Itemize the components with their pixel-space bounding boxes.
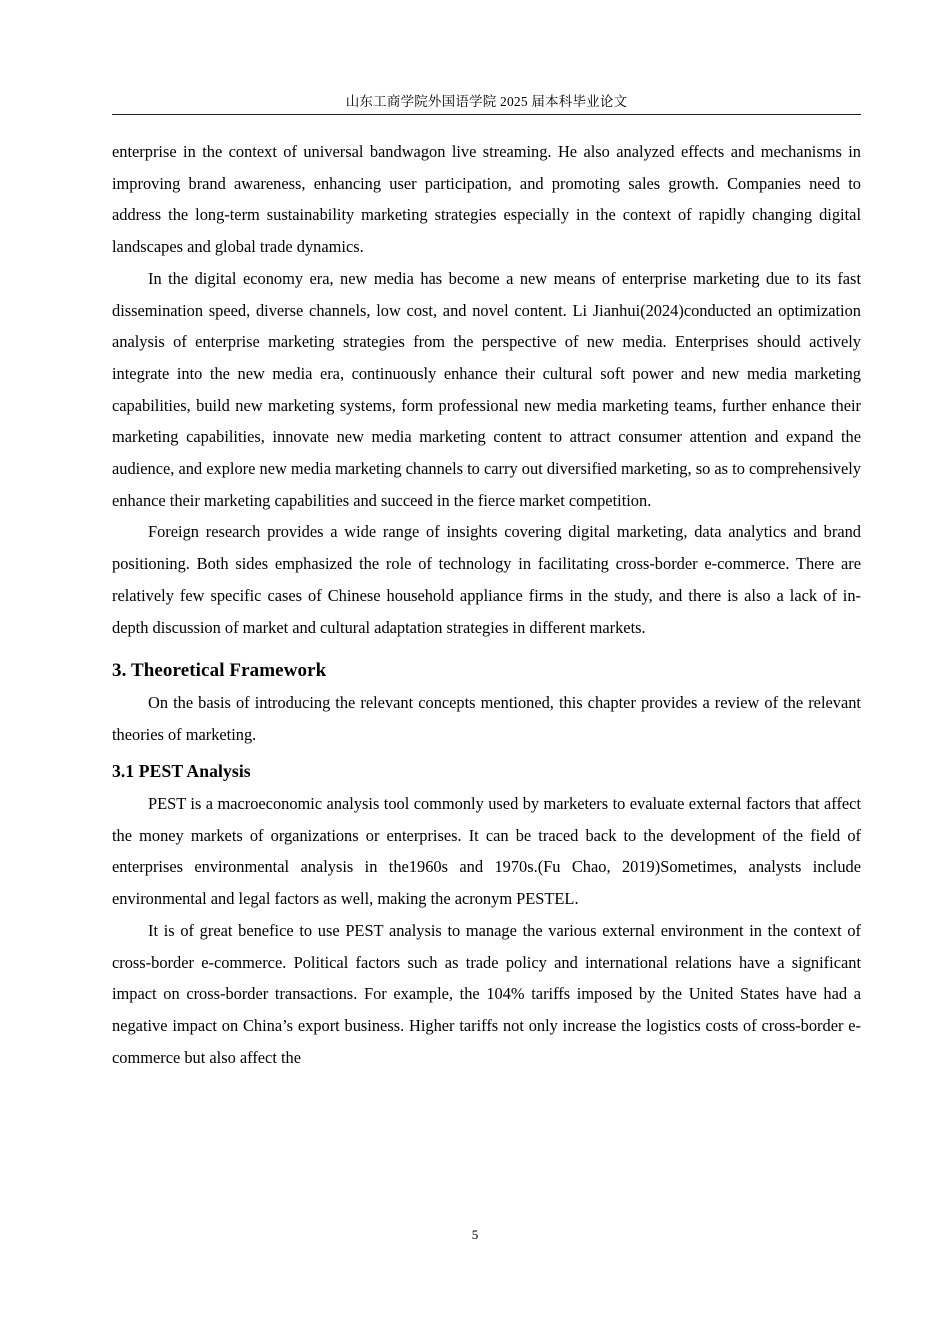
paragraph-foreign-research: Foreign research provides a wide range of insights covering digital marketing, data analytics and brand positioning. Both sides emphasized the role of technology in facilitating cross-border e-commerce. There are relatively few specific cases of Chinese household appliance firms in the study, and there is also a lack of in-depth discussion of market and cultural adaptation strategies in different markets. [112,522,861,637]
header-divider-rule [112,114,861,115]
document-body [112,136,861,1073]
paragraph-continuation: enterprise in the context of universal bandwagon live streaming. He also analyzed effects and mechanisms in improving brand awareness, enhancing user participation, and promoting sales growth. Companies need to address the long-term sustainability marketing strategies especially in the context of rapidly changing digital landscapes and global trade dynamics. [112,142,861,257]
paragraph-chapter-intro: On the basis of introducing the relevant concepts mentioned, this chapter provides a review of the relevant theories of marketing. [112,692,861,744]
running-header [112,92,861,115]
paragraph-digital-economy-era: In the digital economy era, new media has become a new means of enterprise marketing due to its fast dissemination speed, diverse channels, low cost, and novel content. Li Jianhui(2024)conducted an optimization analysis of enterprise marketing strategies from the perspective of new media. Enterprises should actively integrate into the new media era, continuously enhance their cultural soft power and new media marketing capabilities, build new marketing systems, form professional new media marketing teams, further enhance their marketing capabilities, innovate new media marketing content to attract consumer attention and expand the audience, and explore new media marketing channels to carry out diversified marketing, so as to comprehensively enhance their marketing capabilities and succeed in the fierce market competition. [112,268,861,510]
paragraph-pest-benefits: It is of great benefice to use PEST analysis to manage the various external environment in the context of cross-border e-commerce. Political factors such as trade policy and international relations have a significant impact on cross-border transactions. For example, the 104% tariffs imposed by the United States have had a negative impact on China’s export business. Higher tariffs not only increase the logistics costs of cross-border e-commerce but also affect the [112,920,861,1067]
running-header-text: 山东工商学院外国语学院 2025 届本科毕业论文 [345,94,628,109]
subsection-heading-pest-analysis: 3.1 PEST Analysis [112,761,251,782]
section-heading-theoretical-framework: 3. Theoretical Framework [112,660,327,682]
page-number-footer: 5 [471,1227,479,1242]
paragraph-pest-definition: PEST is a macroeconomic analysis tool commonly used by marketers to evaluate external factors that affect the money markets of organizations or enterprises. It can be traced back to the development of the field of enterprises environmental analysis in the1960s and 1970s.(Fu Chao, 2019)Sometimes, analysts include environmental and legal factors as well, making the acronym PESTEL. [112,794,861,909]
